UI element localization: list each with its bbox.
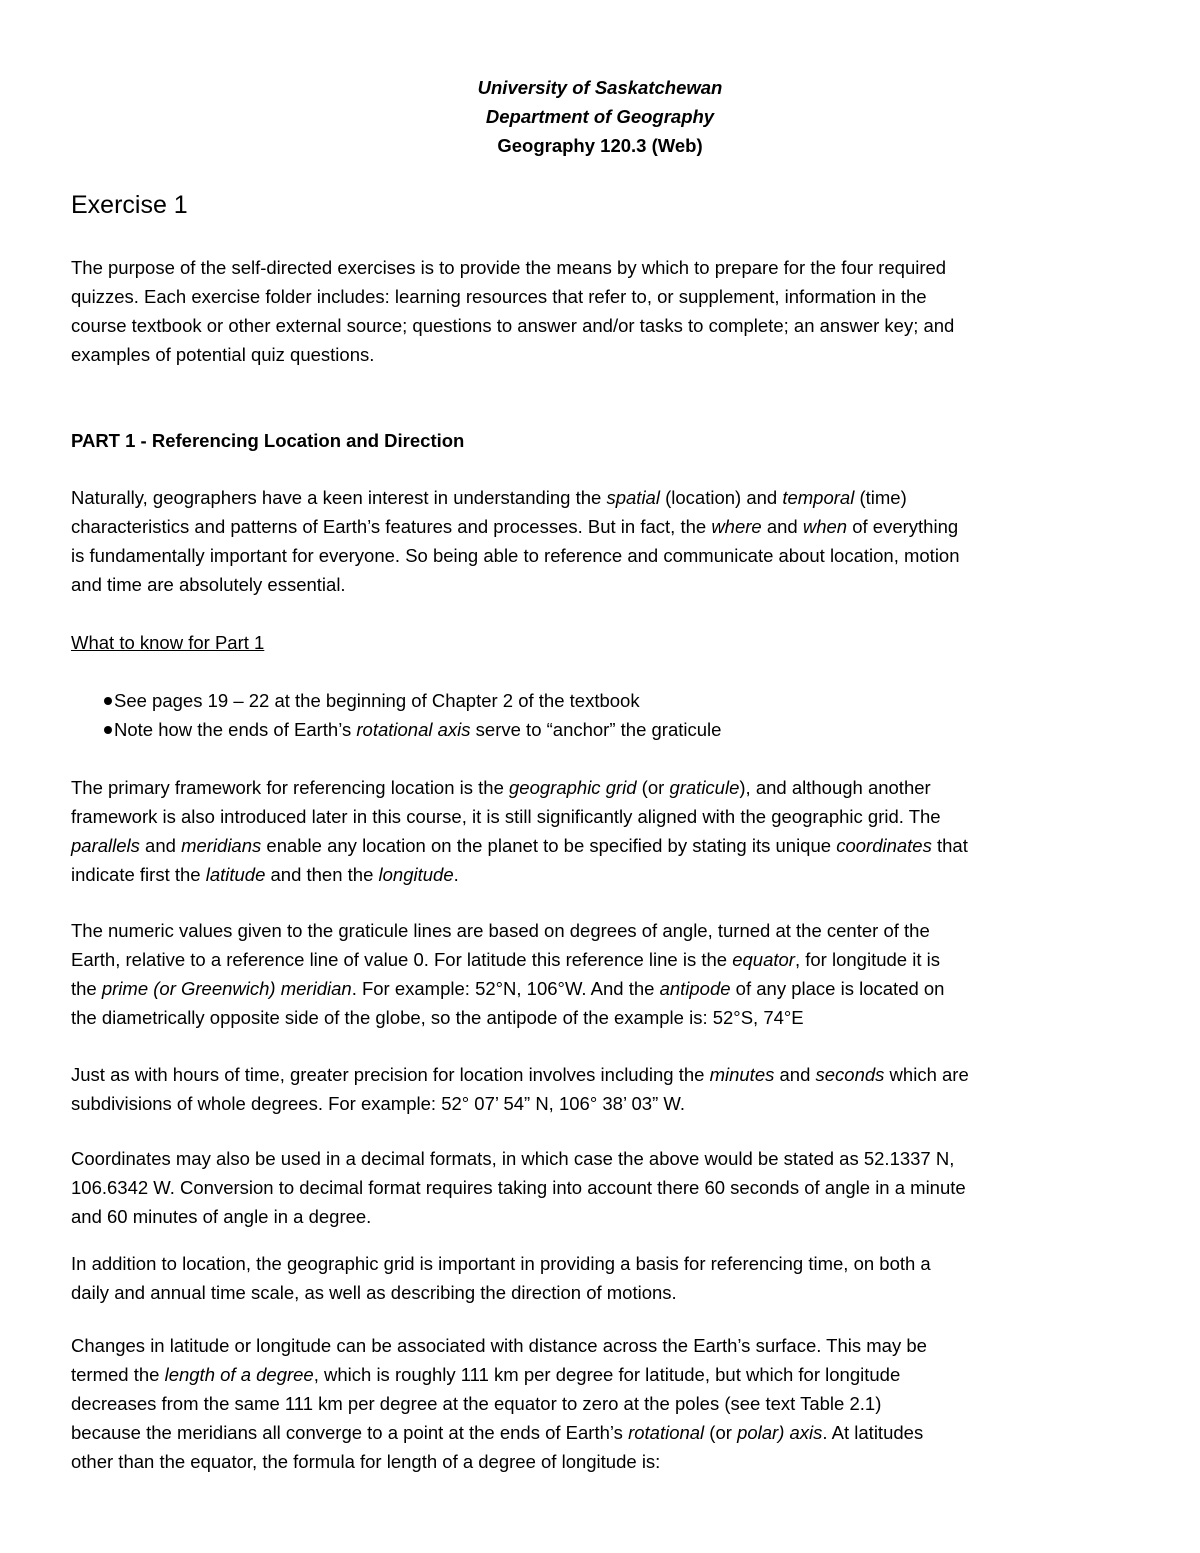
part1-paragraph-2: The primary framework for referencing location is the geographic grid (or graticule), and although another framework is also introduced later in this course, it is still significantly aligned with the geographic grid. The parallels and meridians enable any location on the planet to be specified by stating its unique coordinates that indicate first the latitude and then the longitude. <box>71 777 968 885</box>
part1-paragraph-4: Just as with hours of time, greater precision for location involves including the minutes and seconds which are subdivisions of whole degrees. For example: 52° 07’ 54” N, 106° 38’ 03” W. <box>71 1064 969 1114</box>
bullet-icon <box>104 697 112 705</box>
bullet-icon <box>104 726 112 734</box>
part1-paragraph-1: Naturally, geographers have a keen interest in understanding the spatial (location) and temporal (time) characteristics and patterns of Earth’s features and processes. But in fact, the where and when of everything is fundamentally important for everyone. So being able to reference and communicate about location, motion and time are absolutely essential. <box>71 487 960 595</box>
list-item: Note how the ends of Earth’s rotational axis serve to “anchor” the graticule <box>71 715 1133 744</box>
part1-heading: PART 1 - Referencing Location and Direction <box>71 430 465 451</box>
university-name: University of Saskatchewan <box>477 77 723 98</box>
list-item: See pages 19 – 22 at the beginning of Chapter 2 of the textbook <box>71 686 1133 715</box>
part1-paragraph-7: Changes in latitude or longitude can be associated with distance across the Earth’s surface. This may be termed the length of a degree, which is roughly 111 km per degree for latitude, but which for longitude decreases from the same 111 km per degree at the equator to zero at the poles (see text Table 2.1) because the meridians all converge to a point at the ends of Earth’s rotational (or polar) axis. At latitudes other than the equator, the formula for length of a degree of longitude is: <box>71 1335 927 1472</box>
course-name: Geography 120.3 (Web) <box>497 135 703 156</box>
document-header <box>0 73 1200 160</box>
department-name: Department of Geography <box>485 106 715 127</box>
part1-paragraph-6: In addition to location, the geographic grid is important in providing a basis for referencing time, on both a daily and annual time scale, as well as describing the direction of motions. <box>71 1253 931 1303</box>
what-to-know-heading: What to know for Part 1 <box>71 632 265 653</box>
intro-paragraph: The purpose of the self-directed exercises is to provide the means by which to prepare for the four required quizzes. Each exercise folder includes: learning resources that refer to, or supplement, information in the course textbook or other external source; questions to answer and/or tasks to complete; an answer key; and examples of potential quiz questions. <box>71 257 955 365</box>
part1-paragraph-3: The numeric values given to the graticule lines are based on degrees of angle, turned at the center of the Earth, relative to a reference line of value 0. For latitude this reference line is the equator, for longitude it is the prime (or Greenwich) meridian. For example: 52°N, 106°W. And the antipode of any place is located on the diametrically opposite side of the globe, so the antipode of the example is: 52°S, 74°E <box>71 920 945 1028</box>
what-to-know-list <box>71 686 1133 744</box>
exercise-title: Exercise 1 <box>71 191 188 219</box>
part1-paragraph-5: Coordinates may also be used in a decimal formats, in which case the above would be stated as 52.1337 N, 106.6342 W. Conversion to decimal format requires taking into account there 60 seconds of angle in a minute and 60 minutes of angle in a degree. <box>71 1148 966 1227</box>
